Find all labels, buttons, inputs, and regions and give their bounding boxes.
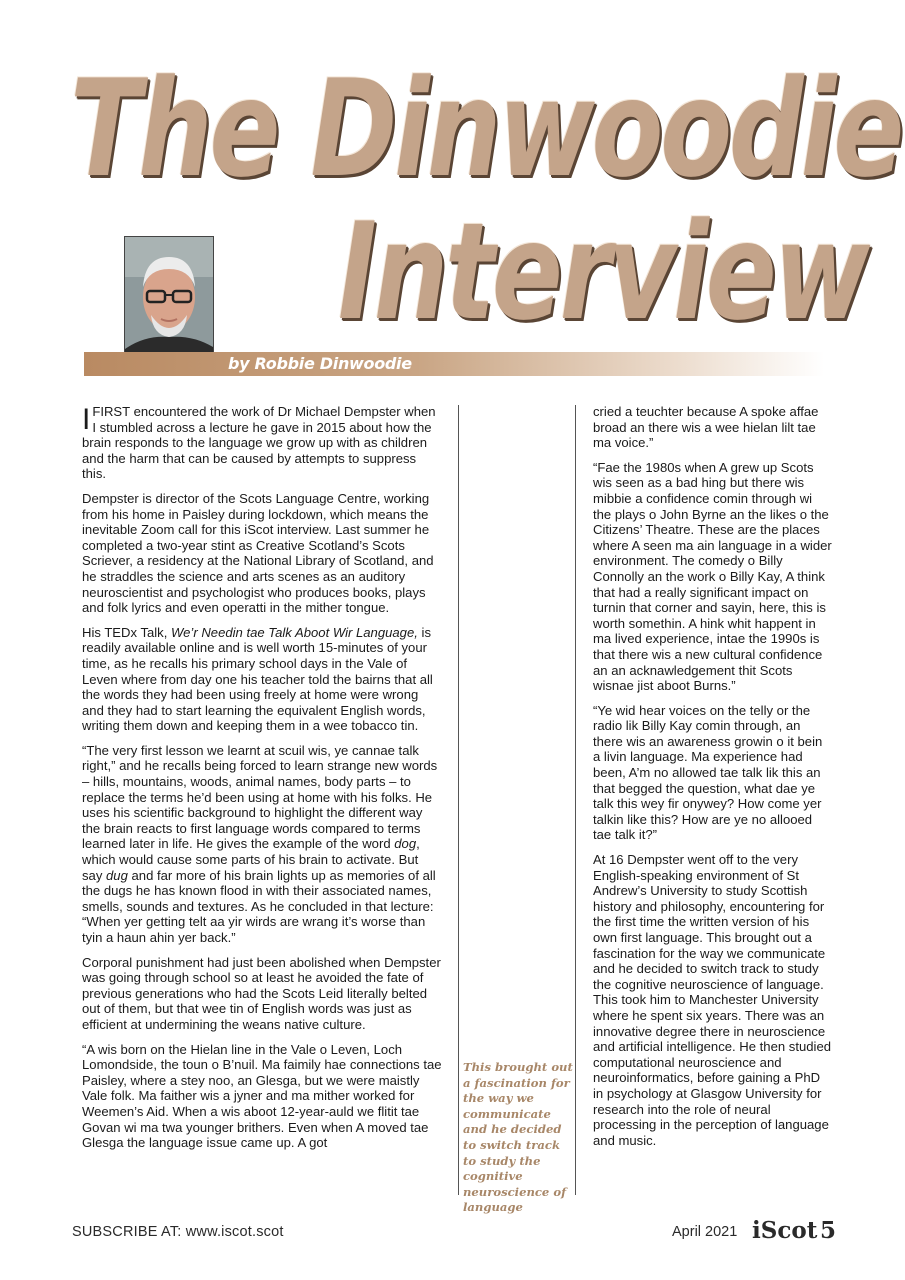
paragraph-text: is readily available online and is well worth 15-minutes of your time, as he recalls his primary school days in the Vale of Leven where from day one his teacher told the bairns that all the words they had been using freely at home were wrong and they had to start learning the equivalent English words, writing them down and keeping them in a wee tobacco tin. xyxy=(82,624,433,734)
paragraph: “Fae the 1980s when A grew up Scots wis seen as a bad hing but there wis mibbie a confidence comin through wi the plays o John Byrne an the likes o the Citizens’ Theatre. These are the places where A seen ma ain language in a wider environment. The comedy o Billy Connolly an the work o Billy Kay, A think that had a really significant impact on turnin that corner and sayin, here, this is worth somethin. A hink whit happent in ma lived experience, intae the 1990s is that there wis a new cultural confidence an an acknawledgement thit Scots wisnae jist aboot Burns.” xyxy=(593,459,832,694)
column-divider xyxy=(458,405,459,1195)
talk-title: We’r Needin tae Talk Aboot Wir Language, xyxy=(171,624,418,640)
article-column-1 xyxy=(82,404,442,1160)
paragraph xyxy=(82,743,442,946)
paragraph-text: FIRST encountered the work of Dr Michael Dempster when I stumbled across a lecture he gave in 2015 about how the brain responds to the language we grow up with as children and the harm that can be caused by attempts to suppress this. xyxy=(82,404,436,482)
paragraph xyxy=(82,404,442,482)
paragraph: Dempster is director of the Scots Language Centre, working from his home in Paisley during lockdown, which means the inevitable Zoom call for this iScot interview. Last summer he completed a two-year stint as Creative Scotland’s Scots Scriever, a residency at the National Library of Scotland, and he straddles the science and arts scenes as an auditory neuroscientist and psychologist who produces books, plays and folk lyrics and even operatti in the mither tongue. xyxy=(82,490,434,616)
issue-date: April 2021 xyxy=(672,1224,738,1240)
paragraph: cried a teuchter because A spoke affae broad an there wis a wee hielan lilt tae ma voice.” xyxy=(593,404,819,451)
byline-bar xyxy=(84,352,824,376)
article-column-2 xyxy=(593,404,833,1157)
paragraph xyxy=(82,625,442,734)
subscribe-link[interactable]: SUBSCRIBE AT: www.iscot.scot xyxy=(72,1224,284,1240)
emphasis-word: dug xyxy=(106,867,128,883)
headline-line-1: The Dinwoodie xyxy=(70,51,902,207)
paragraph: “A wis born on the Hielan line in the Vale o Leven, Loch Lomondside, the toun o B’nuil. Ma faimily hae connections tae Paisley, where a stey noo, an Glesga, but we were maistly Vale folk. Ma faither wis a jyner and ma mither worked for Weemen’s Aid. When a wis aboot 12-year-auld we flitit tae Govan wi ma twa younger brithers. Even when A moved tae Glesga the language issue came up. A got xyxy=(82,1041,442,1151)
paragraph-text: His TEDx Talk, xyxy=(82,624,172,640)
headline-line-2: Interview xyxy=(338,194,868,350)
emphasis-word: dog xyxy=(394,836,417,852)
paragraph: Corporal punishment had just been abolished when Dempster was going through school so at least he avoided the fate of previous generations who had the Scots Leid literally belted out of them, but that wee tin of English words was just as efficient at undermining the weans native culture. xyxy=(82,954,441,1032)
paragraph: “Ye wid hear voices on the telly or the radio lik Billy Kay comin through, an there wis an awareness growin o it bein a livin language. Ma experience had been, A’m no allowed tae talk lik this an that begged the question, what dae ye talk this wey fir onywey? How come yer talkin like this? How are ye no allooed tae talk it?” xyxy=(593,702,823,843)
drop-cap: I xyxy=(82,403,91,436)
paragraph-text: and far more of his brain lights up as memories of all the dugs he has known flood in with their associated names, smells, sounds and textures. As he concluded in that lecture: “When yer getting telt aa yir wirds are wrang it’s worse than tyin a haun ahin yer back.” xyxy=(82,867,436,945)
pull-quote: This brought out a fascination for the way we communicate and he decided to switch track to study the cognitive neuroscience of language xyxy=(463,1060,573,1215)
byline: by Robbie Dinwoodie xyxy=(228,354,412,373)
iscot-logo: iScot xyxy=(752,1217,818,1244)
page-number: 5 xyxy=(820,1217,837,1244)
paragraph-text: “The very first lesson we learnt at scuil wis, ye cannae talk right,” and he recalls being forced to learn strange new words – hills, mountains, woods, animal names, body parts – to replace the terms he’d been using at home with his folks. He uses his scientific background to highlight the different way the brain reacts to first language words compared to terms learned later in life. He gives the example of the word xyxy=(82,742,438,852)
column-divider xyxy=(575,405,576,1195)
paragraph-text: , which would cause some parts of his brain to activate. But say xyxy=(82,836,420,883)
paragraph: At 16 Dempster went off to the very English-speaking environment of St Andrew’s University to study Scottish history and philosophy, encountering for the first time the written version of his own first language. This brought out a fascination for the way we communicate and he decided to switch track to study the cognitive neuroscience of language. This took him to Manchester University where he spent six years. There was an innovative degree there in neuroscience and artificial intelligence. He then studied computational neuroscience and neuroinformatics, before gaining a PhD in psychology at Glasgow University for research into the role of neural processing in the perception of language and music. xyxy=(593,852,832,1148)
